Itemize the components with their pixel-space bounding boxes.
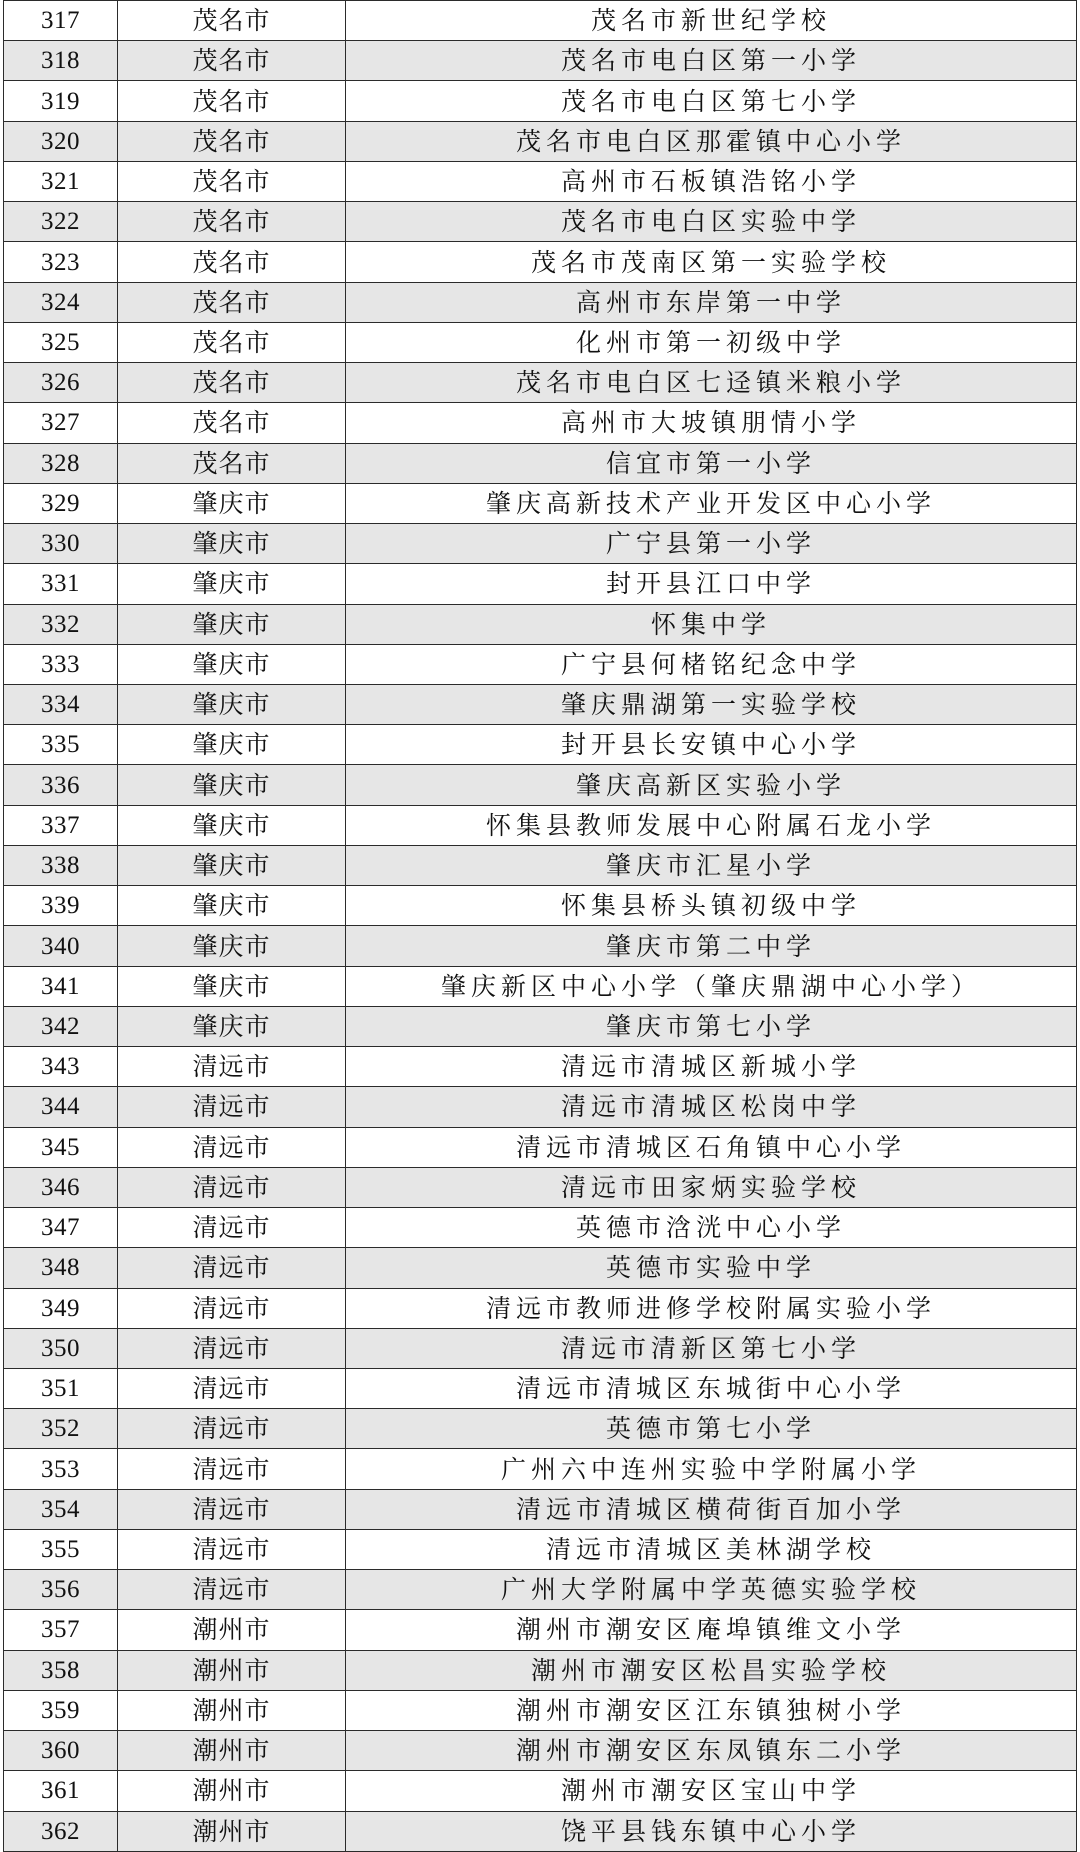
school-name-cell: 英德市浛洸中心小学	[346, 1208, 1077, 1248]
city-cell: 清远市	[118, 1208, 346, 1248]
row-number-cell: 341	[4, 966, 118, 1006]
school-name-cell: 封开县长安镇中心小学	[346, 725, 1077, 765]
school-name-cell: 茂名市电白区那霍镇中心小学	[346, 121, 1077, 161]
row-number-cell: 344	[4, 1087, 118, 1127]
row-number-cell: 327	[4, 403, 118, 443]
table-row	[4, 161, 1077, 201]
school-name-cell: 茂名市电白区第一小学	[346, 41, 1077, 81]
row-number-cell: 323	[4, 242, 118, 282]
school-name-cell: 潮州市潮安区庵埠镇维文小学	[346, 1610, 1077, 1650]
row-number-cell: 318	[4, 41, 118, 81]
city-cell: 清远市	[118, 1167, 346, 1207]
table-row	[4, 564, 1077, 604]
school-name-cell: 清远市清新区第七小学	[346, 1328, 1077, 1368]
school-name-cell: 英德市实验中学	[346, 1248, 1077, 1288]
table-row	[4, 886, 1077, 926]
school-name-cell: 肇庆鼎湖第一实验学校	[346, 684, 1077, 724]
city-cell: 肇庆市	[118, 604, 346, 644]
school-name-cell: 潮州市潮安区宝山中学	[346, 1771, 1077, 1811]
school-name-cell: 怀集县教师发展中心附属石龙小学	[346, 805, 1077, 845]
table-row	[4, 644, 1077, 684]
table-row	[4, 1047, 1077, 1087]
row-number-cell: 335	[4, 725, 118, 765]
row-number-cell: 346	[4, 1167, 118, 1207]
city-cell: 茂名市	[118, 161, 346, 201]
city-cell: 潮州市	[118, 1811, 346, 1851]
city-cell: 茂名市	[118, 403, 346, 443]
table-row	[4, 1811, 1077, 1851]
school-name-cell: 饶平县钱东镇中心小学	[346, 1811, 1077, 1851]
table-row	[4, 1409, 1077, 1449]
row-number-cell: 358	[4, 1650, 118, 1690]
table-row	[4, 1650, 1077, 1690]
city-cell: 肇庆市	[118, 564, 346, 604]
table-row	[4, 845, 1077, 885]
city-cell: 茂名市	[118, 41, 346, 81]
city-cell: 清远市	[118, 1087, 346, 1127]
table-row	[4, 1288, 1077, 1328]
table-row	[4, 1087, 1077, 1127]
row-number-cell: 326	[4, 363, 118, 403]
school-name-cell: 清远市清城区美林湖学校	[346, 1529, 1077, 1569]
school-name-cell: 清远市清城区新城小学	[346, 1047, 1077, 1087]
table-row	[4, 1449, 1077, 1489]
school-name-cell: 信宜市第一小学	[346, 443, 1077, 483]
city-cell: 潮州市	[118, 1771, 346, 1811]
row-number-cell: 352	[4, 1409, 118, 1449]
table-row	[4, 1167, 1077, 1207]
row-number-cell: 334	[4, 684, 118, 724]
row-number-cell: 328	[4, 443, 118, 483]
table-row	[4, 1248, 1077, 1288]
city-cell: 清远市	[118, 1489, 346, 1529]
table-body	[4, 1, 1077, 1852]
city-cell: 肇庆市	[118, 1006, 346, 1046]
city-cell: 肇庆市	[118, 765, 346, 805]
row-number-cell: 353	[4, 1449, 118, 1489]
row-number-cell: 340	[4, 926, 118, 966]
school-name-cell: 化州市第一初级中学	[346, 322, 1077, 362]
school-name-cell: 高州市石板镇浩铭小学	[346, 161, 1077, 201]
city-cell: 茂名市	[118, 322, 346, 362]
school-name-cell: 怀集中学	[346, 604, 1077, 644]
row-number-cell: 331	[4, 564, 118, 604]
city-cell: 茂名市	[118, 121, 346, 161]
table-row	[4, 1690, 1077, 1730]
row-number-cell: 360	[4, 1731, 118, 1771]
row-number-cell: 322	[4, 202, 118, 242]
row-number-cell: 347	[4, 1208, 118, 1248]
school-name-cell: 高州市东岸第一中学	[346, 282, 1077, 322]
table-row	[4, 1731, 1077, 1771]
table-row	[4, 684, 1077, 724]
school-name-cell: 高州市大坡镇朋情小学	[346, 403, 1077, 443]
school-name-cell: 广宁县何楮铭纪念中学	[346, 644, 1077, 684]
city-cell: 肇庆市	[118, 483, 346, 523]
city-cell: 茂名市	[118, 81, 346, 121]
school-name-cell: 肇庆市第二中学	[346, 926, 1077, 966]
school-name-cell: 茂名市电白区七迳镇米粮小学	[346, 363, 1077, 403]
city-cell: 肇庆市	[118, 805, 346, 845]
city-cell: 潮州市	[118, 1731, 346, 1771]
row-number-cell: 349	[4, 1288, 118, 1328]
city-cell: 清远市	[118, 1248, 346, 1288]
row-number-cell: 336	[4, 765, 118, 805]
city-cell: 茂名市	[118, 1, 346, 41]
table-row	[4, 805, 1077, 845]
row-number-cell: 317	[4, 1, 118, 41]
school-name-cell: 茂名市茂南区第一实验学校	[346, 242, 1077, 282]
table-row	[4, 282, 1077, 322]
table-row	[4, 765, 1077, 805]
city-cell: 肇庆市	[118, 725, 346, 765]
row-number-cell: 351	[4, 1368, 118, 1408]
school-name-cell: 肇庆市第七小学	[346, 1006, 1077, 1046]
school-name-cell: 潮州市潮安区东凤镇东二小学	[346, 1731, 1077, 1771]
table-row	[4, 1570, 1077, 1610]
row-number-cell: 339	[4, 886, 118, 926]
city-cell: 潮州市	[118, 1690, 346, 1730]
school-name-cell: 清远市清城区横荷街百加小学	[346, 1489, 1077, 1529]
table-row	[4, 1368, 1077, 1408]
row-number-cell: 338	[4, 845, 118, 885]
city-cell: 茂名市	[118, 242, 346, 282]
school-name-cell: 清远市清城区石角镇中心小学	[346, 1127, 1077, 1167]
city-cell: 清远市	[118, 1570, 346, 1610]
row-number-cell: 320	[4, 121, 118, 161]
city-cell: 茂名市	[118, 202, 346, 242]
row-number-cell: 350	[4, 1328, 118, 1368]
city-cell: 肇庆市	[118, 966, 346, 1006]
city-cell: 肇庆市	[118, 524, 346, 564]
city-cell: 清远市	[118, 1328, 346, 1368]
school-name-cell: 茂名市电白区第七小学	[346, 81, 1077, 121]
row-number-cell: 355	[4, 1529, 118, 1569]
city-cell: 清远市	[118, 1288, 346, 1328]
city-cell: 茂名市	[118, 363, 346, 403]
school-name-cell: 广州六中连州实验中学附属小学	[346, 1449, 1077, 1489]
row-number-cell: 356	[4, 1570, 118, 1610]
table-row	[4, 1208, 1077, 1248]
table-row	[4, 322, 1077, 362]
table-row	[4, 443, 1077, 483]
city-cell: 清远市	[118, 1047, 346, 1087]
row-number-cell: 329	[4, 483, 118, 523]
school-name-cell: 怀集县桥头镇初级中学	[346, 886, 1077, 926]
table-row	[4, 81, 1077, 121]
city-cell: 清远市	[118, 1368, 346, 1408]
city-cell: 肇庆市	[118, 644, 346, 684]
row-number-cell: 321	[4, 161, 118, 201]
city-cell: 肇庆市	[118, 684, 346, 724]
school-name-cell: 肇庆高新区实验小学	[346, 765, 1077, 805]
school-name-cell: 清远市清城区松岗中学	[346, 1087, 1077, 1127]
school-name-cell: 英德市第七小学	[346, 1409, 1077, 1449]
city-cell: 潮州市	[118, 1610, 346, 1650]
school-name-cell: 清远市田家炳实验学校	[346, 1167, 1077, 1207]
row-number-cell: 361	[4, 1771, 118, 1811]
school-name-cell: 清远市清城区东城街中心小学	[346, 1368, 1077, 1408]
city-cell: 清远市	[118, 1127, 346, 1167]
city-cell: 潮州市	[118, 1650, 346, 1690]
table-row	[4, 1328, 1077, 1368]
school-name-cell: 封开县江口中学	[346, 564, 1077, 604]
row-number-cell: 337	[4, 805, 118, 845]
table-row	[4, 1, 1077, 41]
table-row	[4, 604, 1077, 644]
row-number-cell: 357	[4, 1610, 118, 1650]
city-cell: 肇庆市	[118, 845, 346, 885]
row-number-cell: 332	[4, 604, 118, 644]
table-row	[4, 524, 1077, 564]
table-row	[4, 363, 1077, 403]
row-number-cell: 330	[4, 524, 118, 564]
school-name-cell: 肇庆市汇星小学	[346, 845, 1077, 885]
school-name-cell: 潮州市潮安区松昌实验学校	[346, 1650, 1077, 1690]
table-row	[4, 403, 1077, 443]
row-number-cell: 362	[4, 1811, 118, 1851]
row-number-cell: 325	[4, 322, 118, 362]
row-number-cell: 345	[4, 1127, 118, 1167]
table-row	[4, 202, 1077, 242]
school-name-cell: 茂名市电白区实验中学	[346, 202, 1077, 242]
row-number-cell: 359	[4, 1690, 118, 1730]
table-row	[4, 121, 1077, 161]
city-cell: 清远市	[118, 1449, 346, 1489]
table-row	[4, 1529, 1077, 1569]
row-number-cell: 342	[4, 1006, 118, 1046]
city-cell: 清远市	[118, 1409, 346, 1449]
school-name-cell: 清远市教师进修学校附属实验小学	[346, 1288, 1077, 1328]
row-number-cell: 333	[4, 644, 118, 684]
school-name-cell: 茂名市新世纪学校	[346, 1, 1077, 41]
table-row	[4, 1771, 1077, 1811]
table-row	[4, 483, 1077, 523]
school-name-cell: 肇庆高新技术产业开发区中心小学	[346, 483, 1077, 523]
table-row	[4, 1006, 1077, 1046]
table-row	[4, 926, 1077, 966]
city-cell: 茂名市	[118, 443, 346, 483]
row-number-cell: 354	[4, 1489, 118, 1529]
school-name-cell: 广州大学附属中学英德实验学校	[346, 1570, 1077, 1610]
school-name-cell: 潮州市潮安区江东镇独树小学	[346, 1690, 1077, 1730]
table-row	[4, 1127, 1077, 1167]
city-cell: 肇庆市	[118, 926, 346, 966]
table-row	[4, 966, 1077, 1006]
row-number-cell: 319	[4, 81, 118, 121]
city-cell: 清远市	[118, 1529, 346, 1569]
row-number-cell: 343	[4, 1047, 118, 1087]
row-number-cell: 324	[4, 282, 118, 322]
table-row	[4, 41, 1077, 81]
table-row	[4, 1610, 1077, 1650]
school-name-cell: 肇庆新区中心小学（肇庆鼎湖中心小学）	[346, 966, 1077, 1006]
school-name-cell: 广宁县第一小学	[346, 524, 1077, 564]
table-row	[4, 242, 1077, 282]
city-cell: 茂名市	[118, 282, 346, 322]
table-row	[4, 1489, 1077, 1529]
city-cell: 肇庆市	[118, 886, 346, 926]
table-row	[4, 725, 1077, 765]
row-number-cell: 348	[4, 1248, 118, 1288]
school-list-table	[3, 0, 1077, 1852]
